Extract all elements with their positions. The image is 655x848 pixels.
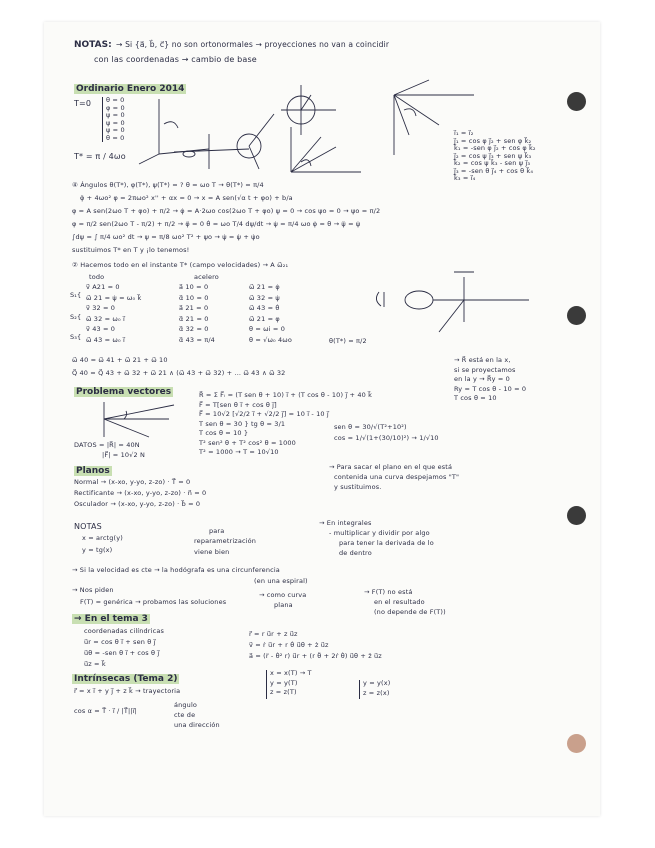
t0-cond: θ = 0 xyxy=(106,96,125,104)
col-a-item: ω⃗ 21 = ψ̇ = ω₀ k⃗ xyxy=(86,293,142,302)
system2-item: y = y(x) xyxy=(363,679,391,687)
cos-note: una dirección xyxy=(174,721,220,729)
eq-line: sustituimos T* en T y ¡lo tenemos! xyxy=(72,246,190,254)
plano-line: Rectificante → (x-xo, y-yo, z-zo) · n⃗ = 0 xyxy=(74,489,207,497)
pedida-title: → Nos piden xyxy=(72,586,114,594)
s2-brace: S₂{ xyxy=(70,313,82,321)
vector-sketch xyxy=(94,397,184,442)
eq-line: φ̈ + 4ωo² φ = 2πωo² x'' + αx = 0 → x = A sen(√α t + φo) + b/a xyxy=(80,194,293,202)
side-note: → R⃗ está en la x, xyxy=(454,356,511,364)
notas2-right: para tener la derivada de lo xyxy=(339,539,434,547)
col-b-item: α⃗ 43 = π/4 xyxy=(179,335,215,344)
notas2-title: NOTAS xyxy=(74,522,102,531)
pedida-right: (no depende de F(T)) xyxy=(374,608,446,616)
system1-item: x = x(T) → T xyxy=(270,669,312,677)
pedida-line: F(T) = genérica → probamos las soluciones xyxy=(80,598,227,606)
composition-1: ω⃗ 40 = ω⃗ 41 + ω⃗ 21 + ω⃗ 10 xyxy=(72,356,168,364)
notas2-right: → En integrales xyxy=(319,519,372,527)
tema3-line: u⃗r = cos θ i⃗ + sen θ j⃗ xyxy=(84,638,156,646)
col-c-item: ω⃗ 32 = ψ̇ xyxy=(249,293,280,302)
col-c xyxy=(249,284,292,347)
vector-eq: T cos θ = 10 } xyxy=(199,429,249,437)
eq-line: ④ Ángulos θ(T*), φ(T*), ψ(T*) = ? θ = ωo T → θ(T*) = π/4 xyxy=(72,181,264,189)
tema3-line: u⃗θ = -sen θ i⃗ + cos θ j⃗ xyxy=(84,649,160,657)
planos-side: y sustituimos. xyxy=(334,483,382,491)
step-2: ② Hacemos todo en el instante T* (campo velocidades) → A ω⃗₂₁ xyxy=(72,261,289,269)
plano-line: Normal → (x-xo, y-yo, z-zo) · T⃗ = 0 xyxy=(74,478,191,486)
s3-brace: S₃{ xyxy=(70,333,82,341)
col-c-item: θ = √ω₀ 4ωo xyxy=(249,335,293,344)
pedida-mid: plana xyxy=(274,601,293,609)
t0-conditions xyxy=(102,97,125,142)
vector-data: |F⃗| = 10√2 N xyxy=(102,451,145,459)
vector-data: DATOS = |R⃗| = 40N xyxy=(74,441,140,449)
col-c-item: ω⃗ 21 = φ̇ xyxy=(249,283,280,291)
pedida-mid: → como curva xyxy=(259,591,307,599)
side-note: Ry = T cos θ - 10 = 0 xyxy=(454,384,527,393)
notas2-line: y = tg(x) xyxy=(82,546,113,554)
notebook-page xyxy=(44,22,600,816)
t0-label: T=0 xyxy=(74,99,92,108)
sen-theta: sen θ = 30/√(T²+10²) xyxy=(334,423,407,431)
ordinario-heading: Ordinario Enero 2014 xyxy=(76,84,185,94)
projection: j⃗₁ = cos φ j⃗₂ + sen φ k⃗₂ xyxy=(454,136,532,145)
col-c-item: ω⃗ 43 = θ̇ xyxy=(249,304,280,312)
eq-line: ∫dψ = ∫ π/4 ωo² dt → ψ = π/8 ωo² T² + ψo → ψ̇ = ψ̇ + ψ̇o xyxy=(72,233,260,241)
tema3-right: r⃗ = r u⃗r + z u⃗z xyxy=(249,630,298,638)
t0-cond: φ = 0 xyxy=(106,103,125,112)
notas2-mid: reparametrización xyxy=(194,537,257,545)
binder-hole xyxy=(567,734,586,753)
notas2-mid: viene bien xyxy=(194,548,230,556)
side-note: en la y → R⃗y = 0 xyxy=(454,375,510,383)
t0-cond: θ = 0 xyxy=(106,133,125,142)
cos-theta: cos = 1/√(1+(30/10)²) → 1/√10 xyxy=(334,434,439,442)
side-note: si se proyectamos xyxy=(454,365,516,374)
planos-side: contenida una curva despejamos "T" xyxy=(334,473,460,481)
col-b-item: α⃗ 32 = 0 xyxy=(179,325,209,333)
col-c-item: ω⃗ 21 = φ xyxy=(249,314,280,323)
notas-title: NOTAS: xyxy=(74,40,112,50)
tema3-right: a⃗ = (r̈ - θ̇² r) u⃗r + (r θ̈ + 2ṙ θ̇) u⃗θ + z̈ u⃗z xyxy=(249,652,382,660)
col-d-item: θ(T*) = π/2 xyxy=(329,337,367,345)
system1-item: z = z(T) xyxy=(270,688,297,696)
intrinsecas-heading: Intrínsecas (Tema 2) xyxy=(74,674,178,684)
binder-hole xyxy=(567,306,586,325)
hodografa-sub: (en una espiral) xyxy=(254,577,308,585)
cos-note: ángulo xyxy=(174,701,198,709)
col-b-item: a⃗ 21 = 0 xyxy=(179,304,209,312)
frame-diagram-2 xyxy=(276,122,366,182)
projection: i⃗₁ = i⃗₂ xyxy=(454,129,474,137)
planos-heading: Planos xyxy=(76,466,110,476)
t0-cond: ψ = 0 xyxy=(106,111,125,119)
col-title: acelero xyxy=(194,273,219,281)
hodografa-line: → Si la velocidad es cte → la hodógrafa es una circunferencia xyxy=(72,566,280,574)
vector-eq: T sen θ = 30 } tg θ = 3/1 xyxy=(199,419,286,428)
notas2-mid: para xyxy=(209,527,225,535)
pedida-right: → F(T) no está xyxy=(364,588,413,596)
eq-line: φ = A sen(2ωo T + φo) + π/2 → φ̇ = A·2ωo cos(2ωo T + φo) ψ = 0 → cos ψo = 0 → ψo = π/2 xyxy=(72,207,381,215)
system1-item: y = y(T) xyxy=(270,678,298,687)
system-2 xyxy=(359,680,390,699)
col-b-item: α⃗ 21 = 0 xyxy=(179,314,209,323)
notas-line-1: → Si {a⃗, b⃗, c⃗} no son ortonormales → proyecciones no van a coincidir xyxy=(116,40,390,49)
col-a-item: v⃗ A21 = 0 xyxy=(86,283,120,291)
system2-item: z = z(x) xyxy=(363,688,390,697)
projection: k⃗₂ = cos ψ k⃗₃ - sen ψ j⃗₃ xyxy=(454,159,531,167)
tema3-line: u⃗z = k⃗ xyxy=(84,660,106,668)
col-a-item: v⃗ 32 = 0 xyxy=(86,304,116,312)
col-c-item: θ = ωi = 0 xyxy=(249,325,286,333)
intrinsecas-line1: r⃗ = x i⃗ + y j⃗ + z k⃗ → trayectoria xyxy=(74,687,181,695)
side-note: T cos θ = 10 xyxy=(454,394,497,402)
tema3-right: v⃗ = ṙ u⃗r + r θ̇ u⃗θ + ż u⃗z xyxy=(249,641,329,649)
system-1 xyxy=(266,670,312,699)
col-a xyxy=(86,284,141,347)
plano-line: Osculador → (x-xo, y-yo, z-zo) · b⃗ = 0 xyxy=(74,500,201,508)
vectores-heading: Problema vectores xyxy=(76,387,172,397)
vector-eq: F⃗ = T[sen θ i⃗ + cos θ j⃗] xyxy=(199,400,277,409)
vector-eq: T² = 1000 → T = 10√10 xyxy=(199,448,279,456)
disk-sketch xyxy=(369,262,539,342)
composition-2: Q⃗ 40 = Q⃗ 43 + ω⃗ 32 + ω⃗ 21 ∧ (ω⃗ 43 + ω⃗ 32) + ... ω⃗ 43 ∧ ω⃗ 32 xyxy=(72,369,286,377)
cos-line: cos α = T⃗ · i⃗ / |T⃗||i⃗| xyxy=(74,707,137,715)
projection: k⃗₁ = -sen φ j⃗₂ + cos φ k⃗₂ xyxy=(454,144,536,152)
eq-line: φ = π/2 sen(2ωo T - π/2) + π/2 → φ̈ = 0 θ̇ = ωo T/4 dψ/dt → ψ̇ = π/4 ωo φ̇ = θ → ψ̈ = ψ̇ xyxy=(72,220,361,228)
col-b-item: a⃗ 10 = 0 xyxy=(179,283,209,291)
vector-eq: R⃗ = Σ F⃗ᵢ = (T sen θ + 10) i⃗ + (T cos θ - 10) j⃗ + 40 k⃗ xyxy=(199,391,373,399)
tema3-title: coordenadas cilíndricas xyxy=(84,627,164,635)
planos-side: → Para sacar el plano en el que está xyxy=(329,463,453,471)
t0-cond: ψ = 0 xyxy=(106,118,125,127)
binder-hole xyxy=(567,92,586,111)
projection: j⃗₂ = cos ψ j⃗₃ + sen ψ k⃗₃ xyxy=(454,151,532,160)
cos-note: cte de xyxy=(174,711,196,719)
notas2-right: de dentro xyxy=(339,549,372,557)
col-b-item: α⃗ 10 = 0 xyxy=(179,293,209,302)
t0-cond: ψ = 0 xyxy=(106,126,125,134)
vector-side-note xyxy=(454,357,526,405)
tema3-heading: → En el tema 3 xyxy=(74,614,148,624)
tstar: T* = π / 4ωo xyxy=(74,152,126,161)
s1-brace: S₁{ xyxy=(70,291,82,299)
col-a-item: ω⃗ 32 = ω₀ i⃗ xyxy=(86,314,125,323)
projections-list xyxy=(454,130,536,183)
notas2-right: - multiplicar y dividir por algo xyxy=(329,529,430,537)
notas2-line: x = arctg(y) xyxy=(82,534,123,542)
mechanism-sketch xyxy=(139,94,279,174)
pedida-right: en el resultado xyxy=(374,598,425,606)
projection: k⃗₃ = i⃗₄ xyxy=(454,174,476,182)
col-a-item: ω⃗ 43 = ω₀ i⃗ xyxy=(86,335,125,344)
binder-hole xyxy=(567,506,586,525)
projection: j⃗₃ = -sen θ j⃗₄ + cos θ k⃗₄ xyxy=(454,166,534,175)
vector-eq: F⃗ = 10√2 [√2/2 i⃗ + √2/2 j⃗] = 10 i⃗ - 10 j⃗ xyxy=(199,410,329,418)
col-a-item: v⃗ 43 = 0 xyxy=(86,325,116,333)
col-b xyxy=(179,284,215,347)
notas-line-2: con las coordenadas → cambio de base xyxy=(94,55,257,64)
vector-eq: T² sen² θ + T² cos² θ = 1000 xyxy=(199,438,296,447)
col-title: todo xyxy=(89,273,105,281)
